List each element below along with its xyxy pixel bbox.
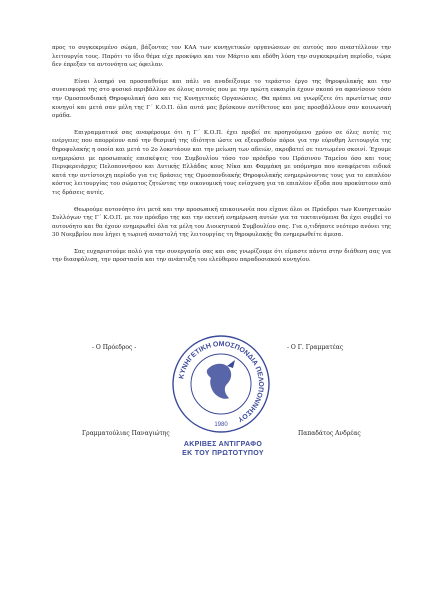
copy-stamp-line-1: ΑΚΡΙΒΕΣ ΑΝΤΙΓΡΑΦΟ xyxy=(183,441,263,448)
seal-year: 1980 xyxy=(214,422,228,428)
letter-body xyxy=(52,44,391,273)
seal-ring-text: ΚΥΝΗΓΕΤΙΚΗ ΟΜΟΣΠΟΝΔΙΑ ΠΕΛΟΠΟΝΝΗΣΟΥ xyxy=(178,340,265,423)
secretary-name: Παπαδάτος Ανδρέας xyxy=(298,430,361,437)
copy-stamp-line-2: ΕΚ ΤΟΥ ΠΡΩΤΟΤΥΠΟΥ xyxy=(182,450,264,457)
president-name: Γραμματούλιας Παναγιώτης xyxy=(82,430,170,437)
federation-seal-icon xyxy=(165,322,277,454)
paragraph-4: Θεωρούμε αυτονόητο ότι μετά και την προσωπική επικοινωνία που είχανε όλοι οι Πρόεδροι των Κυνηγετικών Συλλόγων της Γ΄ Κ.Ο.Π. με τον πρόεδρο της και την εκτενή ενημέρωση αυτών για τα τεκταινόμενα θα έχει συμβεί το αυτονόητο και θα έχουν ενημερωθεί όλα τα μέλη του Διοικητικού Συμβουλίου σας. Για ο,τιδήποτε νεότερο ανόνει της 30 Νοεμβρίου που λήγει η τωρινή αναστολή της λειτουργίας τη θηροφυλακής θα ενημερωθείτε άμεσα. xyxy=(52,206,391,239)
paragraph-2: Είναι λυπηρό να προσπαθούμε και πάλι να αναδείξουμε το τεράστιο έργο της θηροφυλακής και την συνεισφορά της στο φυσικό περιβάλλον σε όλους αυτούς που με την πρώτη ευκαιρία έχουν σκοπό να αφανίσουν τόσο την Ομοσπονδιακή Θηροφυλακή όσο και τις Κυνηγετικές Οργανώσεις. Θα πρέπει να γνωρίζετε ότι πρωτίστως σαν κυνηγοί και μετά σαν μέλη της Γ΄ Κ.Ο.Π. όλα αυτά μας βρίσκουν αντίθετους και μας προσβάλλουν σαν κοινωνική ομάδα. xyxy=(52,78,391,120)
paragraph-3: Επιγραμματικά σας αναφέρουμε ότι η Γ΄ Κ.Ο.Π. έχει προβεί σε προηγούμενο χρόνο σε όλες αυτές τις ενέργειες που απορρέουν από την θεσμική της ιδιότητα ώστε να εξευρεθούν πόροι για την εύρυθμη λειτουργία της θηροφυλακής η οποία και μετά το 2ο λοκντάουν και την μείωση των αδειών, ακροβατεί σε τεντωμένο σκοινί. Έχουμε ενημερώσει με προσωπικές επισκέψεις του Συμβουλίου τόσο τον πρόεδρο του Πράσινου Ταμείου όσο και τους Περιφερειάρχες Πελοποννήσου και Δυτικής Ελλάδας κους Νίκα και Φαρμάκη με υπόμνημα που αναφέρεται ειδικά κατά την αντίστοιχη περίοδο για τις δράσεις της Ομοσπονδιακής Θηροφυλακής ενημερώνοντας τους για το επιπλέον κόστος λειτουργίας του σώματος ζητώντας την οικονομική τους ενίσχυση για τα επιπλέον έξοδα που προκύπτουν από τις δράσεις αυτές. xyxy=(52,129,391,196)
president-title: - Ο Πρόεδρος - xyxy=(92,344,137,351)
secretary-title: - Ο Γ. Γραμματέας xyxy=(287,344,344,351)
paragraph-1: προς το συγκεκριμένο σώμα, βάζοντας τον ΚΑΑ των κυνηγετικών οργανώσεων σε αυτούς που αναστέλλουν την λειτουργία τους. Παρότι το ίδιο θέμα είχε προκύψει και τον Μάρτιο και εδόθη λύση την συγκεκριμένη περίοδο, τώρα δεν έπρεξαν τα αντονόητα ως όφειλαν. xyxy=(52,45,391,69)
paragraph-5: Σας ευχαριστούμε πολύ για την συνεργασία σας και σας γνωρίζουμε ότι είμαστε πάντα στην διάθεση σας για την διασφάλιση, την προστασία και την ανάπτυξη του ελεύθερου παραδοσιακού κυνηγίου. xyxy=(52,248,391,264)
